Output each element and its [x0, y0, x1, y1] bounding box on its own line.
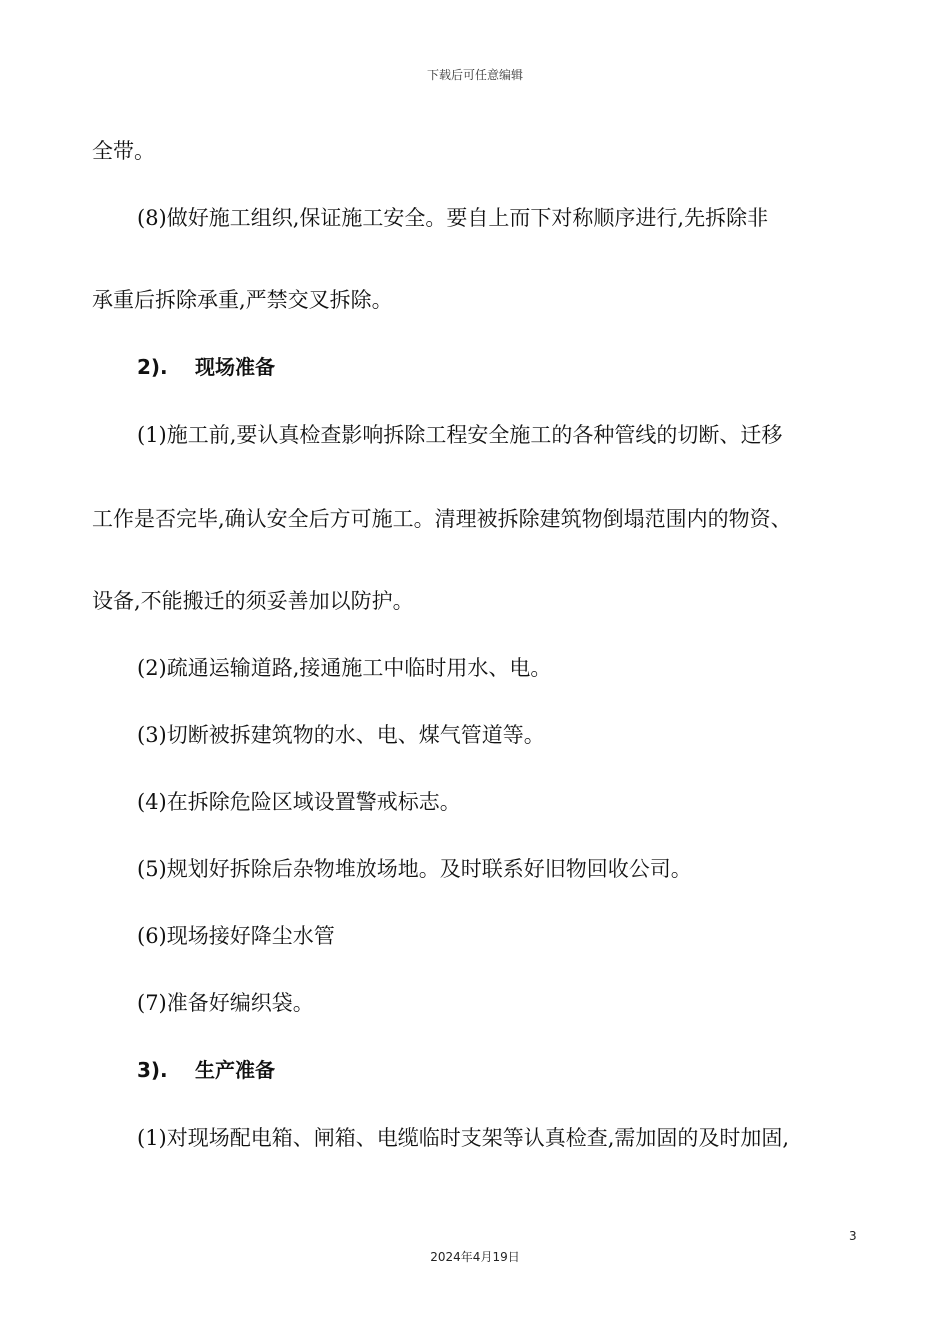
- paragraph-line: (4)在拆除危险区域设置警戒标志。: [137, 790, 461, 814]
- section-title: 现场准备: [195, 355, 275, 379]
- paragraph-line: 承重后拆除承重,严禁交叉拆除。: [92, 288, 393, 312]
- section-number: 2).: [137, 355, 168, 379]
- paragraph-line: (5)规划好拆除后杂物堆放场地。及时联系好旧物回收公司。: [137, 857, 692, 881]
- section-number: 3).: [137, 1058, 168, 1082]
- paragraph-line: (1)施工前,要认真检查影响拆除工程安全施工的各种管线的切断、迁移: [137, 423, 783, 447]
- paragraph-line: (6)现场接好降尘水管: [137, 924, 335, 948]
- paragraph-line: 全带。: [92, 139, 155, 163]
- section-heading: [137, 353, 275, 381]
- section-heading: [137, 1056, 275, 1084]
- paragraph-line: (7)准备好编织袋。: [137, 991, 314, 1015]
- paragraph-line: (8)做好施工组织,保证施工安全。要自上而下对称顺序进行,先拆除非: [137, 206, 769, 230]
- paragraph-line: 设备,不能搬迁的须妥善加以防护。: [92, 589, 414, 613]
- paragraph-line: 工作是否完毕,确认安全后方可施工。清理被拆除建筑物倒塌范围内的物资、: [92, 507, 792, 531]
- page-footer-date: 2024年4月19日: [430, 1250, 520, 1264]
- page-header: 下载后可任意编辑: [426, 68, 523, 82]
- paragraph-line: (1)对现场配电箱、闸箱、电缆临时支架等认真检查,需加固的及时加固,: [137, 1126, 790, 1150]
- paragraph-line: (2)疏通运输道路,接通施工中临时用水、电。: [137, 656, 552, 680]
- paragraph-line: (3)切断被拆建筑物的水、电、煤气管道等。: [137, 723, 545, 747]
- section-title: 生产准备: [195, 1058, 275, 1082]
- page-number: 3: [849, 1229, 857, 1243]
